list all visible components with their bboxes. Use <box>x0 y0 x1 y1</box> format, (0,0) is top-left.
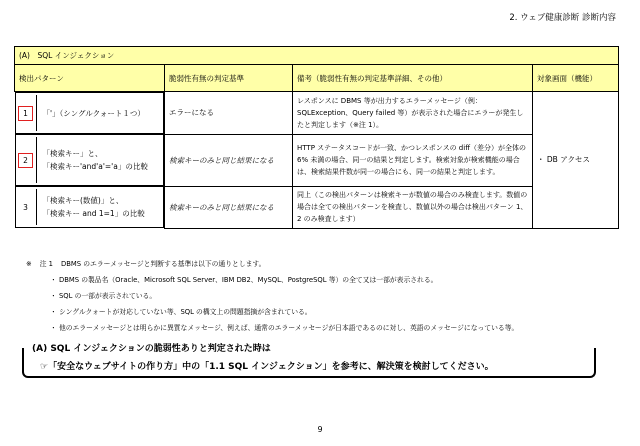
note-head-text: DBMS のエラーメッセージと判断する基準は以下の通りとします。 <box>61 260 266 268</box>
criteria-cell: 検索キーのみと同じ結果になる <box>165 134 293 186</box>
table-row <box>15 92 619 135</box>
pattern-cell <box>15 186 165 228</box>
pattern-cell <box>15 134 165 186</box>
criteria-cell: 検索キーのみと同じ結果になる <box>165 186 293 228</box>
section-title: (A) SQL インジェクション <box>15 47 619 65</box>
remarks-cell: レスポンスに DBMS 等が出力するエラーメッセージ（例：SQLException、Query failed 等）が表示された場合にエラーが発生したと判定します（※注 1）。 <box>293 92 533 135</box>
page-number: 9 <box>317 425 323 434</box>
pattern-number-badge: 2 <box>18 153 33 168</box>
pattern-line: 「'」（シングルクォート１つ） <box>42 108 145 118</box>
pattern-line: 「検索キー'and'a'='a」の比較 <box>42 162 148 171</box>
note-label: 注 1 <box>39 260 53 268</box>
column-header-criteria: 脆弱性有無の判定基準 <box>165 65 293 92</box>
callout-text: ☞「安全なウェブサイトの作り方」中の「1.1 SQL インジェクション」を参考に、解決策を検討してください。 <box>40 362 494 372</box>
page-header-title: 2. ウェブ健康診断 診断内容 <box>509 13 616 23</box>
criteria-cell: エラーになる <box>165 92 293 135</box>
target-cell: ・ DB アクセス <box>533 92 619 229</box>
remarks-cell: 同上（この検出パターンは検索キーが数値の場合のみ検査します。数値の場合は全ての検出パターンを検査し、数値以外の場合は検出パターン 1、2 のみ検査します） <box>293 186 533 228</box>
column-header-remarks: 備考（脆弱性有無の判定基準詳細、その他） <box>293 65 533 92</box>
sql-injection-table <box>14 46 619 229</box>
table-row <box>15 134 619 186</box>
remarks-cell: HTTP ステータスコードが一致、かつレスポンスの diff（差分）が全体の 6% 未満の場合、同一の結果と判定します。検索対象が検索機能の場合は、検索結果件数が同一の場合にも、同一の結果と判定します。 <box>293 134 533 186</box>
pattern-line: 「検索キー(数値)」と、 <box>42 196 124 205</box>
note-item: ・ シングルクォートが対応していない等、SQL の構文上の問題指摘が含まれている。 <box>50 308 312 316</box>
pattern-number-badge: 1 <box>18 106 33 121</box>
note-mark: ※ <box>26 260 32 268</box>
note-item: ・ SQL の一部が表示されている。 <box>50 292 157 300</box>
pattern-line: 「検索キー and 1=1」の比較 <box>42 209 145 218</box>
column-header-target: 対象画面（機能） <box>533 65 619 92</box>
note-item: ・ DBMS の製品名（Oracle、Microsoft SQL Server、IBM DB2、MySQL、PostgreSQL 等）の全て又は一部が表示される。 <box>50 276 438 284</box>
callout-title: (A) SQL インジェクションの脆弱性ありと判定された時は <box>28 341 275 354</box>
pattern-cell <box>15 92 165 134</box>
column-header-pattern: 検出パターン <box>15 65 165 92</box>
note-item: ・ 他のエラーメッセージとは明らかに異質なメッセージ、例えば、通常のエラーメッセージが日本語であるのに対し、英語のメッセージになっている等。 <box>50 324 519 332</box>
table-row <box>15 186 619 228</box>
pattern-line: 「検索キー」と、 <box>42 149 103 158</box>
pattern-number: 3 <box>23 202 28 212</box>
footnotes <box>26 256 518 336</box>
